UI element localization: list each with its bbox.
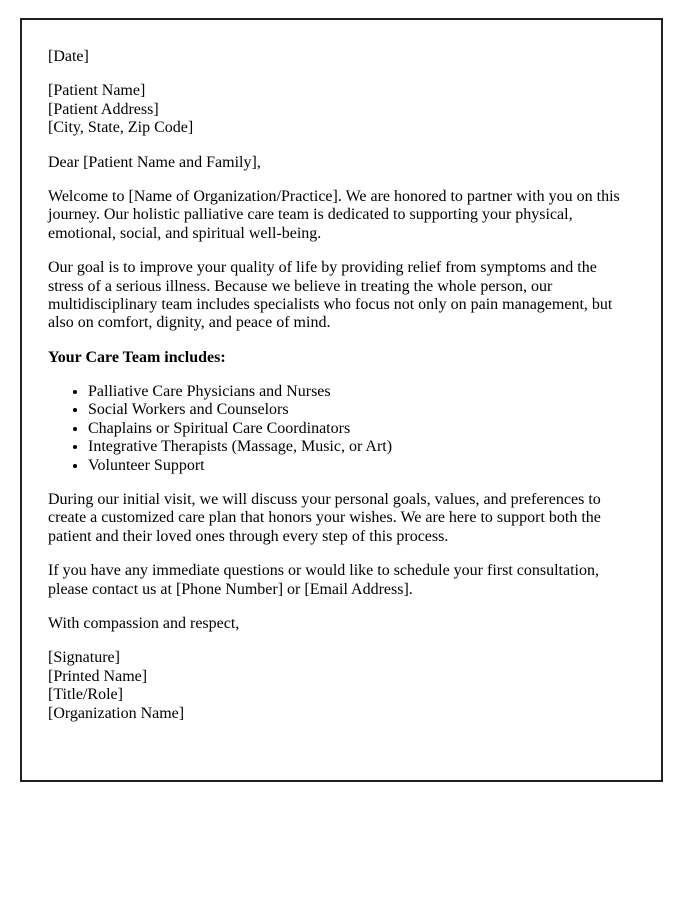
recipient-city-state-zip: [City, State, Zip Code] bbox=[48, 119, 194, 137]
care-team-item: • Palliative Care Physicians and Nurses bbox=[88, 383, 635, 401]
title-role-placeholder: [Title/Role] bbox=[48, 686, 123, 704]
care-team-list bbox=[48, 383, 635, 475]
date-line: [Date] bbox=[48, 48, 89, 65]
signature-placeholder: [Signature] bbox=[48, 649, 120, 667]
care-team-item: • Chaplains or Spiritual Care Coordinators bbox=[88, 420, 635, 438]
care-team-item: • Integrative Therapists (Massage, Music, or Art) bbox=[88, 438, 635, 456]
care-team-item: • Social Workers and Counselors bbox=[88, 401, 635, 419]
organization-placeholder: [Organization Name] bbox=[48, 704, 185, 722]
recipient-name: [Patient Name] bbox=[48, 82, 146, 100]
letter-page bbox=[20, 18, 663, 782]
recipient-block bbox=[48, 82, 635, 137]
recipient-address: [Patient Address] bbox=[48, 100, 159, 118]
care-team-heading: Your Care Team includes: bbox=[48, 348, 226, 366]
paragraph-goal: Our goal is to improve your quality of life by providing relief from symptoms and the stress of a serious illness. Because we believe in treating the whole person, our multidisciplinary team includes specialists who focus not only on pain management, but also on comfort, dignity, and peace of mind. bbox=[48, 259, 613, 332]
care-team-item: • Volunteer Support bbox=[88, 457, 635, 475]
printed-name-placeholder: [Printed Name] bbox=[48, 667, 148, 685]
paragraph-welcome: Welcome to [Name of Organization/Practice]. We are honored to partner with you on this journey. Our holistic palliative care team is dedicated to supporting your physical, emotional, social, and spiritual well-being. bbox=[48, 187, 620, 242]
closing-line: With compassion and respect, bbox=[48, 614, 240, 632]
paragraph-visit: During our initial visit, we will discuss your personal goals, values, and preferences to create a customized care plan that honors your wishes. We are here to support both the patient and their loved ones through every step of this process. bbox=[48, 491, 601, 545]
paragraph-contact: If you have any immediate questions or would like to schedule your first consultation, please contact us at [Phone Number] or [Email Address]. bbox=[48, 562, 599, 598]
signature-block bbox=[48, 649, 635, 723]
salutation: Dear [Patient Name and Family], bbox=[48, 153, 261, 171]
